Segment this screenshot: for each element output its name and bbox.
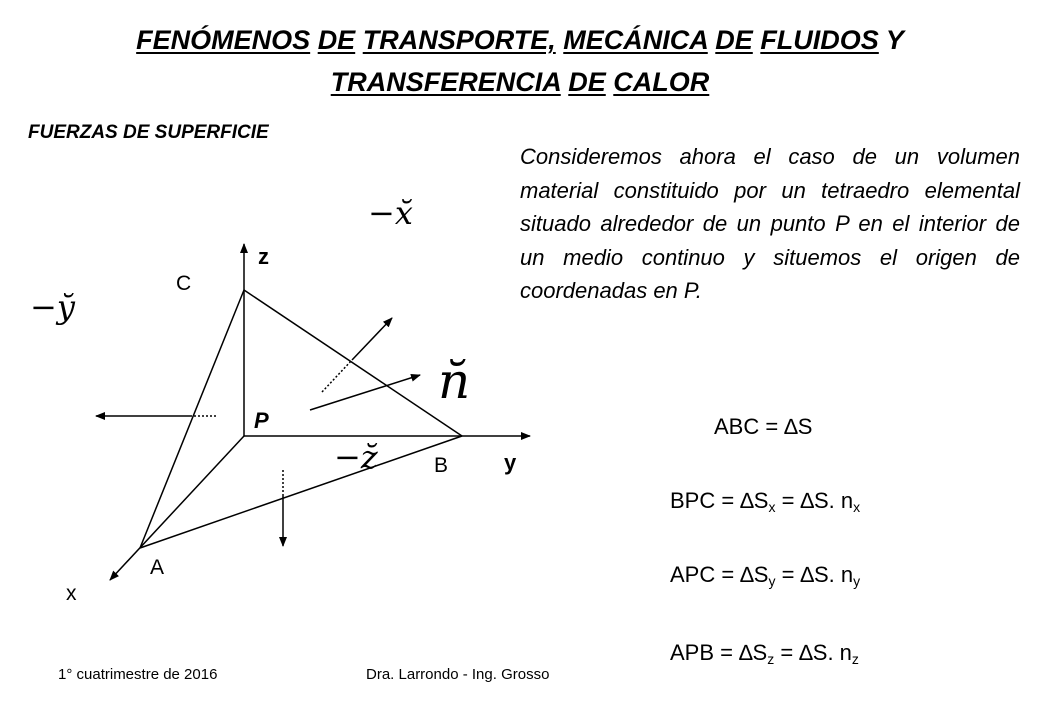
eq-subscript: x: [768, 499, 776, 515]
title-word: FLUIDOS: [760, 25, 879, 55]
eq-text: APC = ∆S: [670, 562, 769, 587]
title-word: TRANSPORTE,: [362, 25, 556, 55]
eq-text: BPC = ∆S: [670, 488, 769, 513]
point-a-label: A: [150, 556, 165, 579]
point-c-label: C: [176, 272, 192, 295]
footer-authors: Dra. Larrondo - Ing. Grosso: [366, 666, 550, 683]
title-word: FENÓMENOS: [136, 25, 311, 55]
edge-ca: [140, 290, 244, 548]
title-word: DE: [568, 67, 606, 97]
description-paragraph: Consideremos ahora el caso de un volumen material constituido por un tetraedro elemental situado alrededor de un punto P en el interior de un medio continuo y situemos el origen de coordenadas en P.: [520, 144, 1020, 303]
title-word: TRANSFERENCIA: [330, 67, 561, 97]
eq-subscript: z: [851, 651, 859, 667]
normal-force-arrow: [352, 318, 392, 360]
edge-ab: [140, 436, 462, 548]
equation-bpc: [670, 488, 860, 515]
minus-y-label: −y̆: [30, 288, 75, 326]
normal-label: n̆: [438, 352, 471, 410]
eq-text: APB = ∆S: [670, 640, 768, 665]
footer-date: 1° cuatrimestre de 2016: [58, 666, 218, 683]
section-heading: FUERZAS DE SUPERFICIE: [28, 122, 269, 143]
eq-subscript: x: [853, 499, 861, 515]
equation-apb: [670, 640, 859, 667]
normal-force-dotted: [322, 360, 352, 392]
equation-apc: [670, 562, 860, 589]
x-axis-label: x: [66, 582, 77, 605]
minus-x-label: −x̆: [368, 194, 413, 232]
y-axis-label: y: [504, 450, 517, 475]
title-word: Y: [885, 25, 904, 55]
title-word: DE: [715, 25, 753, 55]
title-word: MECÁNICA: [563, 25, 708, 55]
point-b-label: B: [434, 454, 449, 477]
eq-subscript: y: [768, 573, 776, 589]
point-p-label: P: [254, 408, 269, 433]
title-word: CALOR: [613, 67, 710, 97]
edge-cb: [244, 290, 462, 436]
eq-subscript: z: [767, 651, 775, 667]
equation-abc: ABC = ∆S: [714, 414, 813, 439]
minus-z-label: −z̆: [334, 438, 378, 476]
z-axis-label: z: [258, 244, 269, 269]
eq-text: = ∆S. n: [775, 562, 854, 587]
eq-text: = ∆S. n: [775, 488, 854, 513]
normal-vector-arrow: [310, 375, 420, 410]
eq-subscript: y: [853, 573, 861, 589]
eq-text: = ∆S. n: [774, 640, 852, 665]
title-word: DE: [317, 25, 356, 55]
